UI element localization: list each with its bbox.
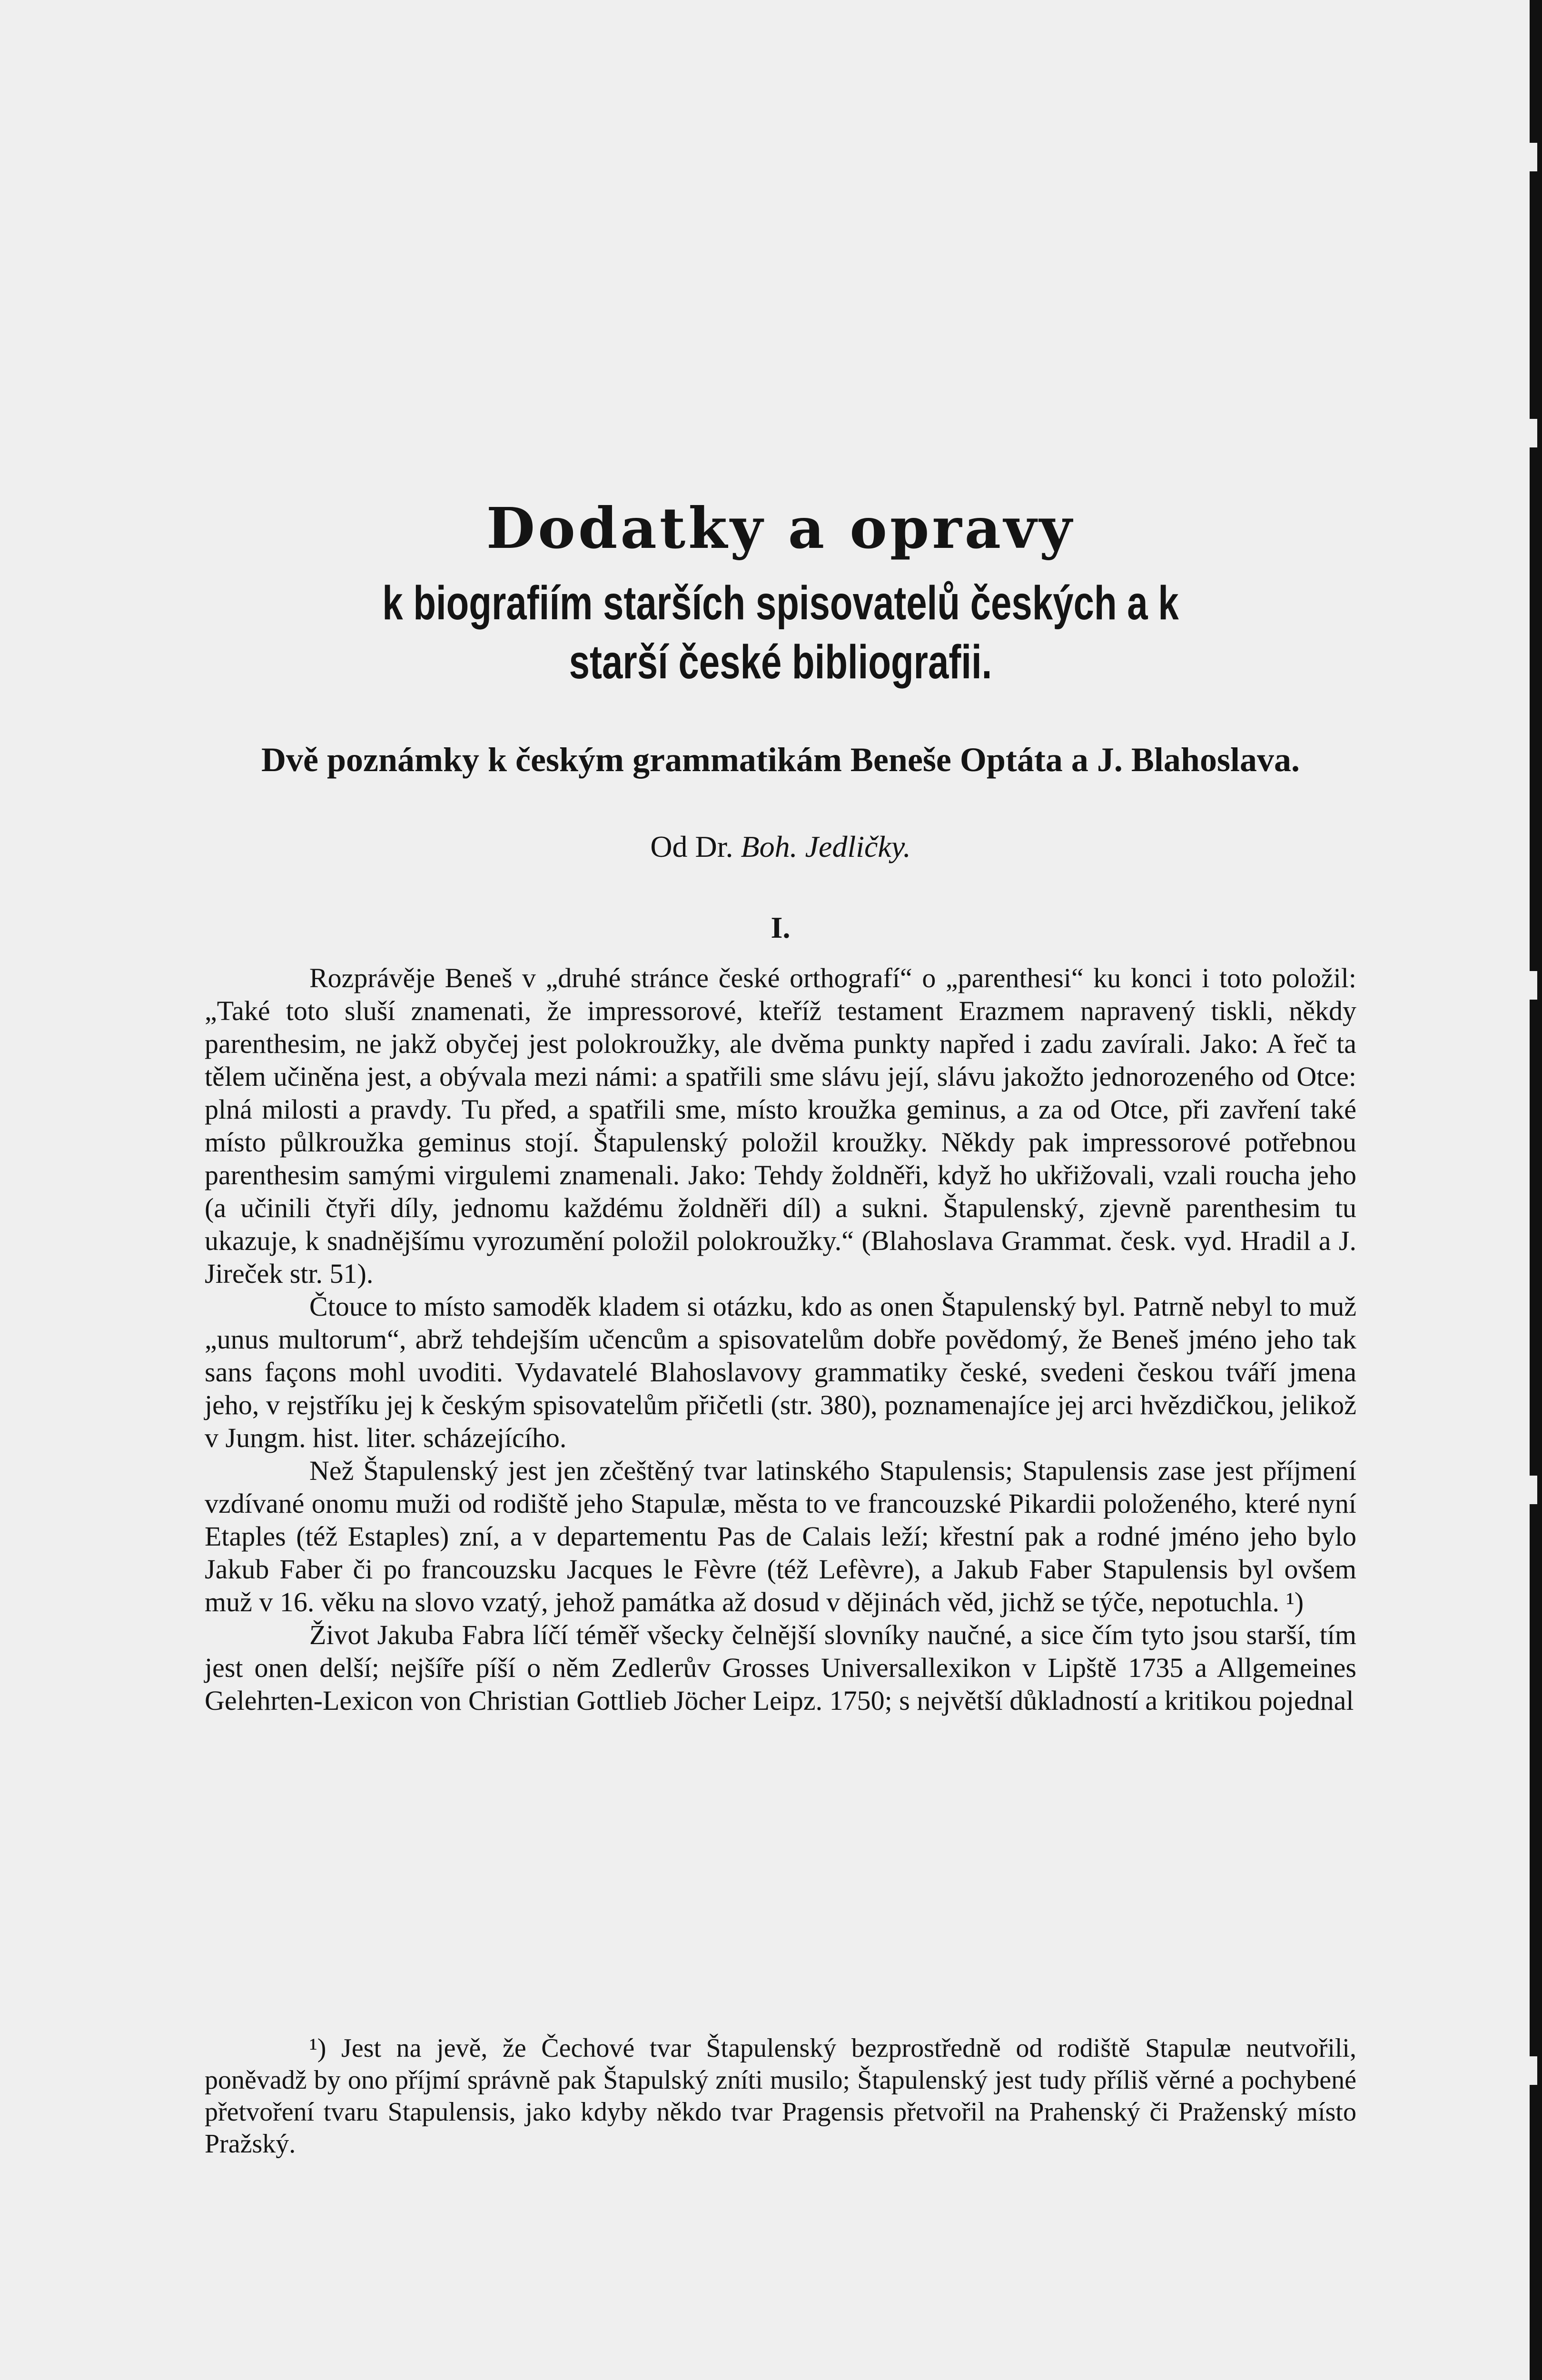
edge-notch	[1528, 971, 1537, 1000]
section-number: I.	[771, 911, 791, 944]
author-name: Boh. Jedličky.	[741, 830, 911, 863]
body-text	[205, 962, 1356, 1717]
page-title: Dodatky a opravy	[486, 495, 1075, 561]
edge-notch	[1528, 143, 1537, 171]
author-line	[205, 829, 1356, 864]
page-edge	[1530, 0, 1542, 2380]
paragraph: Rozprávěje Beneš v „druhé stránce české orthografí“ o „parenthesi“ ku konci i toto položil: „Také toto sluší znamenati, že impressorové, kteříž testament Erazmem napravený tiskli, někdy parenthesim, ne jakž obyčej jest polokroužky, ale dvěma punkty napřed i zadu zavírali. Jako: A řeč ta tělem učiněna jest, a obývala mezi námi: a spatřili sme slávu její, slávu jakožto jednorozeného od Otce: plná milosti a pravdy. Tu před, a spatřili sme, místo kroužka geminus, a za od Otce, při zavření také místo půlkroužka geminus stojí. Štapulenský položil kroužky. Někdy pak impressorové potřebnou parenthesim samými virgulemi znamenali. Jako: Tehdy žoldněři, když ho ukřižovali, vzali roucha jeho (a učinili čtyři díly, jednomu každému žoldněři díl) a sukni. Štapulenský, zjevně parenthesim tu ukazuje, k snadnějšímu vyrozumění položil polokroužky.“ (Blahoslava Grammat. česk. vyd. Hradil a J. Jireček str. 51).	[205, 962, 1356, 1289]
subtitle: k biografiím starších spisovatelů českých a k starší české bibliografii.	[382, 576, 1179, 689]
edge-notch	[1528, 1476, 1537, 1504]
paragraph: Čtouce to místo samoděk kladem si otázku, kdo as onen Štapulenský byl. Patrně nebyl to muž „unus multorum“, abrž tehdejším učencům a spisovatelům dobře povědomý, že Beneš jméno jeho tak sans façons mohl uvoditi. Vydavatelé Blahoslavovy grammatiky české, svedeni českou tváří jmena jeho, v rejstříku jej k českým spisovatelům přičetli (str. 380), poznamenajíce jej arci hvězdičkou, jelikož v Jungm. hist. liter. scházejícího.	[205, 1291, 1356, 1453]
edge-notch	[1528, 2056, 1537, 2085]
footnote: ¹) Jest na jevě, že Čechové tvar Štapulenský bezprostředně od rodiště Stapulæ neutvořili, poněvadž by ono příjmí správně pak Štapulský zníti musilo; Štapulenský jest tudy příliš věrné a pochybené přetvoření tvaru Stapulensis, jako kdyby někdo tvar Pragensis přetvořil na Prahenský či Praženský místo Pražský.	[205, 2033, 1356, 2159]
edge-notch	[1528, 419, 1537, 447]
author-prefix: Od Dr.	[650, 830, 733, 863]
paragraph: Než Štapulenský jest jen zčeštěný tvar latinského Stapulensis; Stapulensis zase jest příjmení vzdívané onomu muži od rodiště jeho Stapulæ, města to ve francouzské Pikardii položeného, které nyní Etaples (též Estaples) zní, a v departementu Pas de Calais leží; křestní pak a rodné jméno jeho bylo Jakub Faber či po francouzsku Jacques le Fèvre (též Lefèvre), a Jakub Faber Stapulensis byl ovšem muž v 16. věku na slovo vzatý, jehož památka až dosud v dějinách věd, jichž se týče, nepotuchla. ¹)	[205, 1455, 1356, 1617]
paragraph: Život Jakuba Fabra líčí téměř všecky čelnější slovníky naučné, a sice čím tyto jsou starší, tím jest onen delší; nejšíře píší o něm Zedlerův Grosses Universallexikon v Lipště 1735 a Allgemeines Gelehrten-Lexicon von Christian Gottlieb Jöcher Leipz. 1750; s největší důkladností a kritikou pojednal	[205, 1619, 1356, 1716]
section-title: Dvě poznámky k českým grammatikám Beneše Optáta a J. Blahoslava.	[261, 741, 1300, 779]
